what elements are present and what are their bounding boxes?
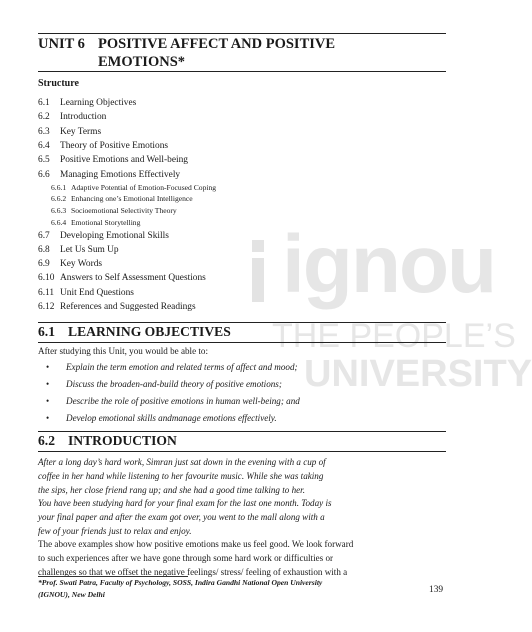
unit-bottom-rule (38, 71, 446, 72)
section-1-bottom-rule (38, 342, 446, 343)
section-2-top-rule (38, 431, 446, 432)
intro-paragraph-3: The above examples show how positive emotions make us feel good. We look forward to such experiences after we have gone through some hard work or difficulties or challenges so that we offset the negative feelings/ stress/ feeling of exhaustion with a (38, 539, 354, 577)
toc-item: 6.4 Theory of Positive Emotions (38, 140, 169, 151)
unit-title-line2: EMOTIONS* (98, 54, 186, 70)
author-footnote: *Prof. Swati Patra, Faculty of Psychology, SOSS, Indira Gandhi National Open University (IGNOU), New Delhi (38, 578, 323, 599)
toc-item: 6.6 Managing Emotions Effectively (38, 169, 181, 180)
toc-item: 6.11 Unit End Questions (38, 287, 134, 298)
section-heading-learning-objectives: 6.1 LEARNING OBJECTIVES (38, 324, 231, 339)
toc-item: 6.7 Developing Emotional Skills (38, 230, 169, 241)
bullet-icon: • (46, 379, 50, 389)
watermark-tagline-line2: UNIVERSITY (304, 353, 532, 395)
unit-heading (38, 35, 446, 71)
section-2-bottom-rule (38, 451, 446, 452)
toc-subitem: 6.6.3 Socioemotional Selectivity Theory (51, 206, 177, 216)
objective-item: • Explain the term emotion and related terms of affect and mood; (46, 362, 298, 372)
unit-title-line1: POSITIVE AFFECT AND POSITIVE (98, 36, 336, 52)
toc-subitem: 6.6.4 Emotional Storytelling (51, 217, 141, 227)
toc-item: 6.1 Learning Objectives (38, 98, 137, 108)
toc-item: 6.9 Key Words (38, 259, 103, 270)
objective-item: • Develop emotional skills andmanage emotions effectively. (46, 413, 277, 423)
toc-item: 6.12 References and Suggested Readings (38, 302, 196, 312)
toc-item: 6.8 Let Us Sum Up (38, 244, 119, 255)
section-heading-introduction: 6.2 INTRODUCTION (38, 433, 177, 448)
unit-top-rule (38, 33, 446, 34)
objective-item: • Describe the role of positive emotions in human well-being; and (46, 396, 300, 406)
intro-paragraph-1: After a long day’s hard work, Simran just sat down in the evening with a cup of coffee in her hand while listening to her favourite music. While she was taking the sips, her close friend rang up; and she had a good time talking to her. (38, 457, 326, 495)
page-number: 139 (429, 585, 444, 595)
bullet-icon: • (46, 362, 50, 372)
toc-item: 6.10 Answers to Self Assessment Questions (38, 273, 206, 284)
toc-item: 6.3 Key Terms (38, 126, 102, 137)
intro-paragraph-2: You have been studying hard for your final exam for the last one month. Today is your final paper and after the exam got over, you went to the mall along with a few of your friends just to relax and enjoy. (38, 498, 332, 536)
toc-item: 6.2 Introduction (38, 112, 107, 123)
objectives-intro: After studying this Unit, you would be able to: (38, 346, 208, 356)
section-1-top-rule (38, 322, 446, 323)
toc-subitem: 6.6.1 Adaptive Potential of Emotion-Focused Coping (51, 182, 217, 192)
watermark-ignou-text: ignou (282, 219, 496, 310)
toc-subitem: 6.6.2 Enhancing one’s Emotional Intelligence (51, 194, 193, 204)
toc-item: 6.5 Positive Emotions and Well-being (38, 155, 188, 166)
watermark-tagline-line1: THE PEOPLE’S (272, 317, 516, 355)
unit-number: UNIT 6 (38, 36, 85, 52)
structure-heading: Structure (38, 78, 79, 89)
ignou-logo-mark-icon (248, 236, 274, 306)
bullet-icon: • (46, 396, 50, 406)
bullet-icon: • (46, 413, 50, 423)
objective-item: • Discuss the broaden-and-build theory of positive emotions; (46, 379, 282, 389)
